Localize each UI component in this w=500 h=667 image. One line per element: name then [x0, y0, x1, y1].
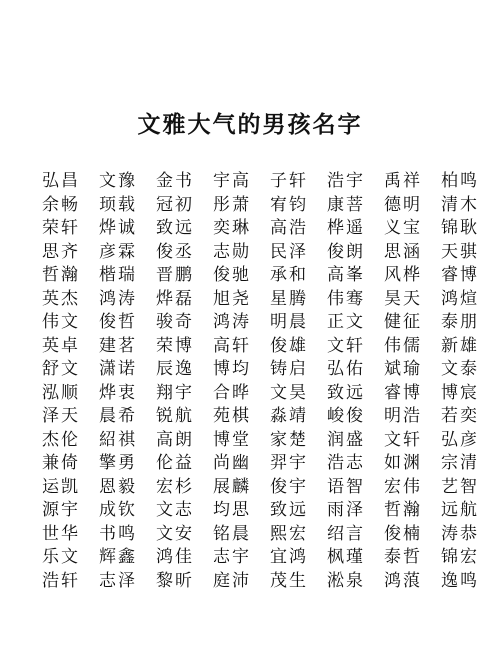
name-cell: 鸿煊 — [441, 288, 479, 309]
name-cell: 俊哲 — [99, 312, 137, 332]
name-cell: 宏杉 — [156, 476, 194, 497]
name-cell: 晨希 — [99, 406, 137, 426]
name-cell: 星腾 — [270, 288, 308, 309]
name-cell: 枫瑾 — [327, 547, 365, 567]
name-cell: 高朗 — [156, 429, 194, 450]
name-cell: 翔宇 — [156, 382, 194, 403]
name-cell: 高峯 — [327, 265, 365, 285]
name-cell: 辉鑫 — [99, 547, 137, 567]
name-cell: 擎勇 — [99, 453, 137, 473]
name-cell: 浩轩 — [42, 570, 80, 591]
name-cell: 浩志 — [327, 453, 365, 473]
name-cell: 伟骞 — [327, 288, 365, 309]
name-cell: 康菩 — [327, 194, 365, 215]
name-cell: 如渊 — [384, 453, 422, 473]
name-cell: 弘彦 — [441, 429, 479, 450]
name-cell: 鸿涛 — [213, 312, 251, 332]
name-cell: 伦益 — [156, 453, 194, 473]
name-cell: 宇高 — [213, 171, 251, 191]
name-cell: 博堂 — [213, 429, 251, 450]
name-cell: 逸鸣 — [441, 570, 479, 591]
name-cell: 建茗 — [99, 335, 137, 356]
name-cell: 睿博 — [441, 265, 479, 285]
name-cell: 淞泉 — [327, 570, 365, 591]
name-cell: 俊宇 — [270, 476, 308, 497]
name-cell: 恩毅 — [99, 476, 137, 497]
name-cell: 泰哲 — [384, 547, 422, 567]
name-cell: 彦霖 — [99, 241, 137, 262]
name-cell: 均思 — [213, 500, 251, 520]
name-cell: 羿宇 — [270, 453, 308, 473]
name-cell: 文轩 — [384, 429, 422, 450]
name-cell: 正文 — [327, 312, 365, 332]
name-cell: 致远 — [156, 218, 194, 238]
name-cell: 英卓 — [42, 335, 80, 356]
name-cell: 风桦 — [384, 265, 422, 285]
name-cell: 涛恭 — [441, 523, 479, 544]
name-cell: 义宝 — [384, 218, 422, 238]
name-cell: 高轩 — [213, 335, 251, 356]
name-cell: 雨泽 — [327, 500, 365, 520]
name-cell: 骏奇 — [156, 312, 194, 332]
name-cell: 俊驰 — [213, 265, 251, 285]
name-cell: 民泽 — [270, 241, 308, 262]
name-cell: 艺智 — [441, 476, 479, 497]
name-cell: 淼靖 — [270, 406, 308, 426]
name-cell: 博均 — [213, 359, 251, 379]
name-cell: 潇诺 — [99, 359, 137, 379]
name-cell: 宥钧 — [270, 194, 308, 215]
name-cell: 苑棋 — [213, 406, 251, 426]
name-cell: 兼倚 — [42, 453, 80, 473]
name-cell: 弘昌 — [42, 171, 80, 191]
name-cell: 伟儒 — [384, 335, 422, 356]
name-cell: 天骐 — [441, 241, 479, 262]
name-cell: 禹祥 — [384, 171, 422, 191]
name-cell: 俊朗 — [327, 241, 365, 262]
name-cell: 思涵 — [384, 241, 422, 262]
name-cell: 铸启 — [270, 359, 308, 379]
name-cell: 新雄 — [441, 335, 479, 356]
name-cell: 俊楠 — [384, 523, 422, 544]
name-cell: 展麟 — [213, 476, 251, 497]
name-cell: 乐文 — [42, 547, 80, 567]
name-cell: 致远 — [270, 500, 308, 520]
name-cell: 鸿涛 — [99, 288, 137, 309]
name-cell: 哲瀚 — [384, 500, 422, 520]
name-cell: 文安 — [156, 523, 194, 544]
name-cell: 泽天 — [42, 406, 80, 426]
name-cell: 荣轩 — [42, 218, 80, 238]
name-cell: 德明 — [384, 194, 422, 215]
name-cell: 俊丞 — [156, 241, 194, 262]
name-cell: 源宇 — [42, 500, 80, 520]
name-cell: 伟文 — [42, 312, 80, 332]
name-cell: 桦遥 — [327, 218, 365, 238]
name-cell: 晋鹏 — [156, 265, 194, 285]
name-cell: 熙宏 — [270, 523, 308, 544]
name-cell: 文昊 — [270, 382, 308, 403]
name-cell: 昊天 — [384, 288, 422, 309]
name-cell: 金书 — [156, 171, 194, 191]
name-cell: 志勋 — [213, 241, 251, 262]
name-cell: 烨诚 — [99, 218, 137, 238]
name-cell: 文豫 — [99, 171, 137, 191]
name-cell: 健征 — [384, 312, 422, 332]
name-cell: 楷瑞 — [99, 265, 137, 285]
name-cell: 子轩 — [270, 171, 308, 191]
name-cell: 高浩 — [270, 218, 308, 238]
name-cell: 语智 — [327, 476, 365, 497]
name-cell: 宏伟 — [384, 476, 422, 497]
name-cell: 清木 — [441, 194, 479, 215]
name-cell: 家楚 — [270, 429, 308, 450]
name-cell: 辰逸 — [156, 359, 194, 379]
name-cell: 奕琳 — [213, 218, 251, 238]
name-cell: 顼载 — [99, 194, 137, 215]
name-cell: 荣博 — [156, 335, 194, 356]
name-cell: 茂生 — [270, 570, 308, 591]
name-cell: 世华 — [42, 523, 80, 544]
name-cell: 紹祺 — [99, 429, 137, 450]
name-cell: 英杰 — [42, 288, 80, 309]
name-cell: 庭沛 — [213, 570, 251, 591]
name-cell: 宜鸿 — [270, 547, 308, 567]
name-cell: 浩宇 — [327, 171, 365, 191]
name-cell: 铭晨 — [213, 523, 251, 544]
name-cell: 书鸣 — [99, 523, 137, 544]
name-cell: 彤萧 — [213, 194, 251, 215]
name-cell: 鸿蒗 — [384, 570, 422, 591]
name-cell: 弘佑 — [327, 359, 365, 379]
name-cell: 鸿佳 — [156, 547, 194, 567]
name-cell: 明晨 — [270, 312, 308, 332]
name-cell: 润盛 — [327, 429, 365, 450]
name-cell: 烨磊 — [156, 288, 194, 309]
name-cell: 峻俊 — [327, 406, 365, 426]
name-cell: 成钦 — [99, 500, 137, 520]
name-cell: 承和 — [270, 265, 308, 285]
page-title: 文雅大气的男孩名字 — [137, 111, 363, 138]
name-cell: 绍言 — [327, 523, 365, 544]
name-cell: 锐航 — [156, 406, 194, 426]
name-cell: 俊雄 — [270, 335, 308, 356]
name-cell: 柏鸣 — [441, 171, 479, 191]
name-cell: 致远 — [327, 382, 365, 403]
name-cell: 锦耿 — [441, 218, 479, 238]
name-cell: 文志 — [156, 500, 194, 520]
name-cell: 烨衷 — [99, 382, 137, 403]
name-cell: 志泽 — [99, 570, 137, 591]
name-cell: 博宸 — [441, 382, 479, 403]
name-cell: 合晔 — [213, 382, 251, 403]
name-cell: 运凯 — [42, 476, 80, 497]
name-cell: 志宇 — [213, 547, 251, 567]
name-cell: 文轩 — [327, 335, 365, 356]
name-cell: 冠初 — [156, 194, 194, 215]
name-cell: 远航 — [441, 500, 479, 520]
name-cell: 余畅 — [42, 194, 80, 215]
name-cell: 明浩 — [384, 406, 422, 426]
name-cell: 黎昕 — [156, 570, 194, 591]
name-cell: 舒文 — [42, 359, 80, 379]
name-cell: 思齐 — [42, 241, 80, 262]
name-cell: 哲瀚 — [42, 265, 80, 285]
name-cell: 尚幽 — [213, 453, 251, 473]
name-cell: 锦宏 — [441, 547, 479, 567]
names-grid — [42, 170, 495, 593]
name-cell: 杰伦 — [42, 429, 80, 450]
name-cell: 若奕 — [441, 406, 479, 426]
name-cell: 宗清 — [441, 453, 479, 473]
name-cell: 泓顺 — [42, 382, 80, 403]
name-cell: 泰朋 — [441, 312, 479, 332]
name-cell: 文泰 — [441, 359, 479, 379]
name-cell: 睿博 — [384, 382, 422, 403]
name-cell: 斌瑜 — [384, 359, 422, 379]
name-cell: 旭尧 — [213, 288, 251, 309]
